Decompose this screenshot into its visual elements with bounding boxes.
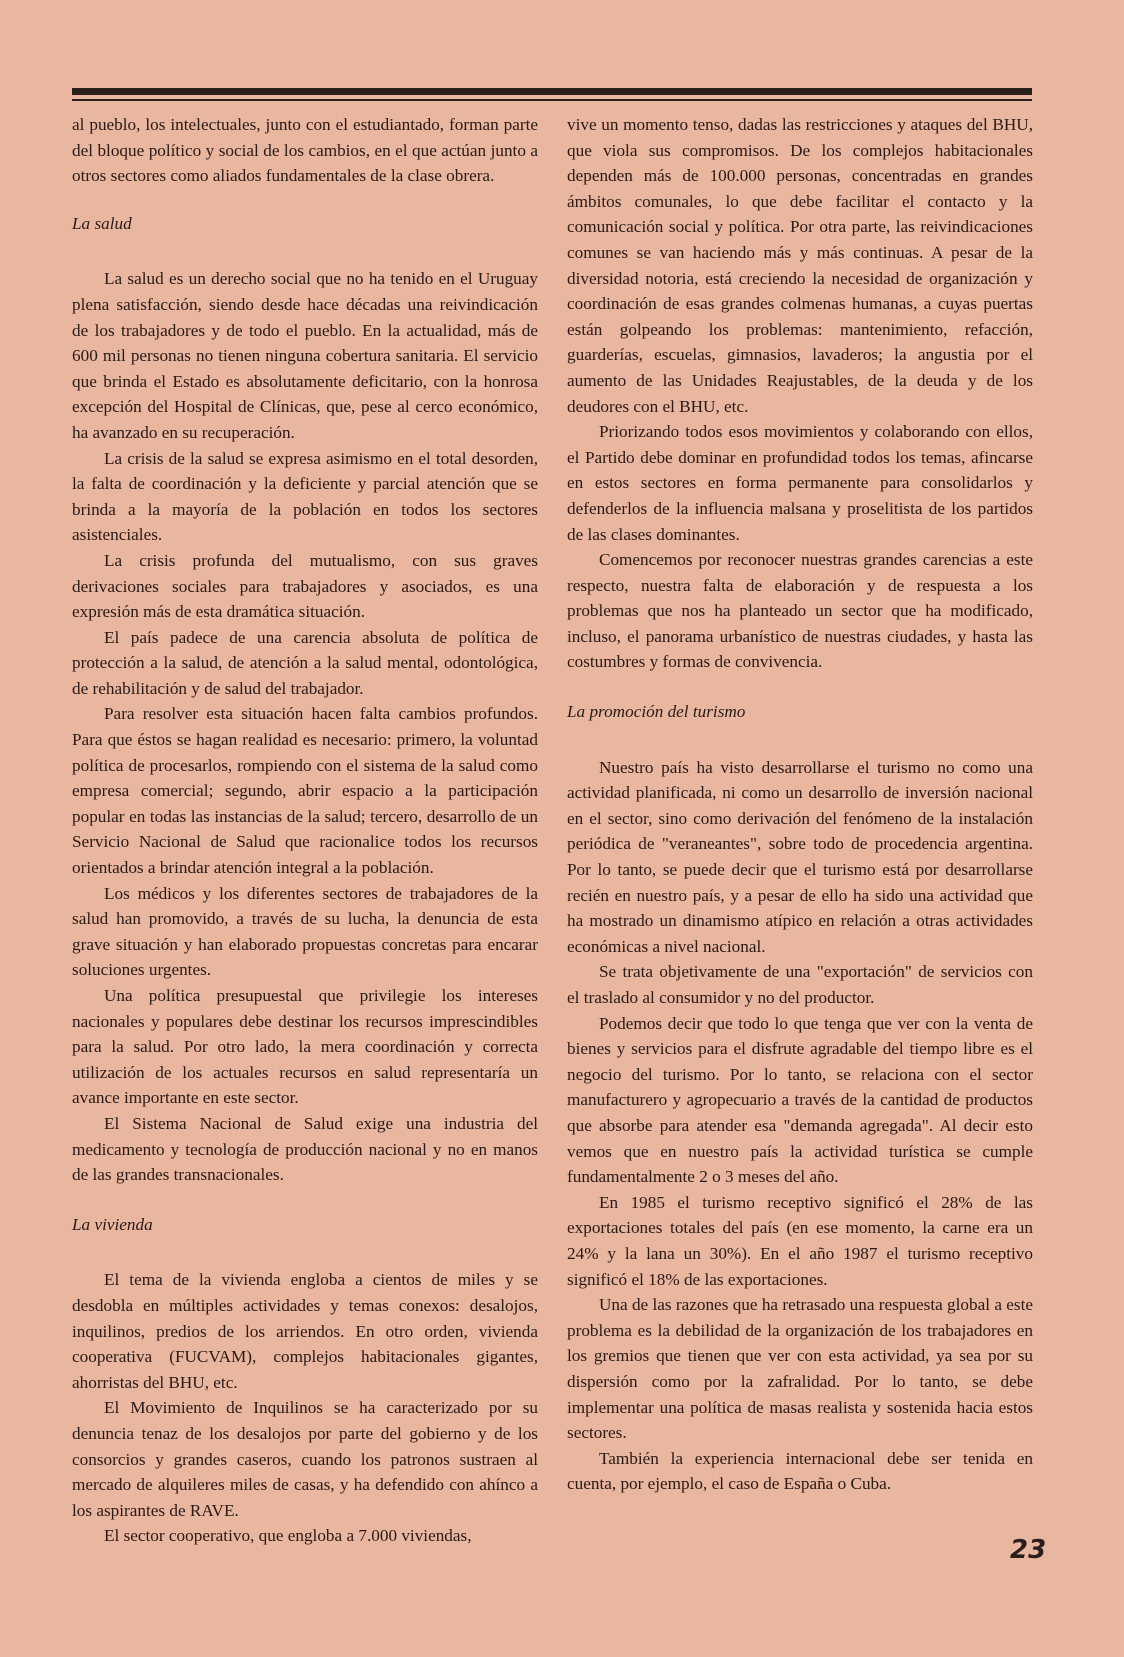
section-heading-salud: La salud [72,213,132,233]
paragraph-turismo-6: También la experiencia internacional debe ser tenida en cuenta, por ejemplo, el caso de España o Cuba. [567,1448,1033,1494]
paragraph-turismo-5: Una de las razones que ha retrasado una respuesta global a este problema es la debilidad de la organización de los trabajadores en los gremios que tienen que ver con esta actividad, ya sea por su dispersión como por la zafralidad. Por lo tanto, se debe implementar una política de masas realista y sostenida hacia estos sectores. [567,1295,1033,1443]
page-number: 23 [1010,1535,1047,1565]
paragraph-salud-4: El país padece de una carencia absoluta de política de protección a la salud, de atención a la salud mental, odontológica, de rehabilitación y de salud del trabajador. [72,627,538,698]
paragraph-turismo-4: En 1985 el turismo receptivo significó el 28% de las exportaciones totales del país (en ese momento, la carne era un 24% y la lana un 30%). En el año 1987 el turismo receptivo significó el 18% de las exportaciones. [567,1192,1033,1289]
paragraph-vivienda-5: Comencemos por reconocer nuestras grandes carencias a este respecto, nuestra falta de elaboración y de respuesta a los problemas que nos ha planteado un sector que ha modificado, incluso, el panorama urbanístico de nuestras ciudades, y hasta las costumbres y formas de convivencia. [567,550,1033,672]
header-rule-thin [72,99,1032,101]
paragraph-salud-5: Para resolver esta situación hacen falta cambios profundos. Para que éstos se hagan realidad es necesario: primero, la voluntad política de procesarlos, rompiendo con el sistema de la salud como empresa comercial; segundo, abrir espacio a la participación popular en todas las instancias de la salud; tercero, desarrollo de un Servicio Nacional de Salud que racionalice todos los recursos orientados a brindar atención integral a la población. [72,704,538,878]
paragraph-vivienda-continued: vive un momento tenso, dadas las restricciones y ataques del BHU, que viola sus compromisos. De los complejos habitacionales dependen más de 100.000 personas, concentradas en grandes ámbitos comunales, lo que debe facilitar el contacto y la comunicación social y política. Por otra parte, las reivindicaciones comunes se van haciendo más y más continuas. A pesar de la diversidad notoria, está creciendo la necesidad de organización y coordinación de esas grandes colmenas humanas, a cuyas puertas están golpeando los problemas: mantenimiento, refacción, guarderías, escuelas, gimnasios, lavaderos; la angustia por el aumento de las Unidades Reajustables, de la deuda y de los deudores con el BHU, etc. [567,115,1033,416]
paragraph-salud-7: Una política presupuestal que privilegie los intereses nacionales y populares debe destinar los recursos imprescindibles para la salud. Por otro lado, la mera coordinación y correcta utilización de los actuales recursos en salud representaría un avance importante en este sector. [72,986,538,1108]
paragraph-salud-3: La crisis profunda del mutualismo, con sus graves derivaciones sociales para trabajadores y asociados, es una expresión más de esta dramática situación. [72,550,538,622]
paragraph-salud-2: La crisis de la salud se expresa asimismo en el total desorden, la falta de coordinación y la deficiente y parcial atención que se brinda a la mayoría de la población en todos los sectores asistenciales. [72,448,538,545]
paragraph-turismo-1: Nuestro país ha visto desarrollarse el turismo no como una actividad planificada, ni como un desarrollo de inversión nacional en el sector, sino como derivación del fenómeno de la instalación periódica de "veraneantes", sobre todo de procedencia argentina. Por lo tanto, se puede decir que el turismo está por desarrollarse recién en nuestro país, y a pesar de ello ha sido una actividad que ha mostrado un dinamismo atípico en relación a otras actividades económicas a nivel nacional. [567,757,1033,956]
left-column [72,112,538,1549]
paragraph-intro: al pueblo, los intelectuales, junto con el estudiantado, forman parte del bloque político y social de los cambios, en el que actúan junto a otros sectores como aliados fundamentales de la clase obrera. [72,115,538,186]
paragraph-salud-8: El Sistema Nacional de Salud exige una industria del medicamento y tecnología de producción nacional y no en manos de las grandes transnacionales. [72,1113,538,1185]
right-column [567,112,1033,1497]
paragraph-vivienda-4: Priorizando todos esos movimientos y colaborando con ellos, el Partido debe dominar en profundidad todos los temas, afincarse en estos sectores en forma permanente para consolidarlos y defenderlos de la influencia malsana y proselitista de los partidos de las clases dominantes. [567,422,1033,544]
paragraph-turismo-2: Se trata objetivamente de una "exportación" de servicios con el traslado al consumidor y no del productor. [567,962,1033,1007]
paragraph-salud-1: La salud es un derecho social que no ha tenido en el Uruguay plena satisfacción, siendo desde hace décadas una reivindicación de los trabajadores y de todo el pueblo. En la actualidad, más de 600 mil personas no tienen ninguna cobertura sanitaria. El servicio que brinda el Estado es absolutamente deficitario, con la honrosa excepción del Hospital de Clínicas, que, pese al cerco económico, ha avanzado en su recuperación. [72,269,538,442]
paragraph-turismo-3: Podemos decir que todo lo que tenga que ver con la venta de bienes y servicios para el disfrute agradable del tiempo libre es el negocio del turismo. Por lo tanto, se relaciona con el sector manufacturero y agropecuario a través de la cantidad de productos que absorbe para atender esa "demanda agregada". Al decir esto vemos que en nuestro país la actividad turística se cumple fundamentalmente 2 o 3 meses del año. [567,1013,1033,1187]
paragraph-vivienda-2: El Movimiento de Inquilinos se ha caracterizado por su denuncia tenaz de los desalojos por parte del gobierno y de los consorcios y grandes caseros, cuando los patronos sustraen al mercado de alquileres miles de casas, y ha defendido con ahínco a los aspirantes de RAVE. [72,1398,538,1520]
section-heading-turismo: La promoción del turismo [567,702,746,722]
paragraph-vivienda-3: El sector cooperativo, que engloba a 7.000 viviendas, [104,1526,472,1546]
header-rule-thick [72,88,1032,95]
paragraph-salud-6: Los médicos y los diferentes sectores de trabajadores de la salud han promovido, a través de su lucha, la denuncia de esta grave situación y han elaborado propuestas concretas para encarar soluciones urgentes. [72,883,538,980]
section-heading-vivienda: La vivienda [72,1214,153,1234]
paragraph-vivienda-1: El tema de la vivienda engloba a cientos de miles y se desdobla en múltiples actividades y temas conexos: desalojos, inquilinos, predios de los arriendos. En otro orden, vivienda cooperativa (FUCVAM), complejos habitacionales gigantes, ahorristas del BHU, etc. [72,1270,538,1392]
